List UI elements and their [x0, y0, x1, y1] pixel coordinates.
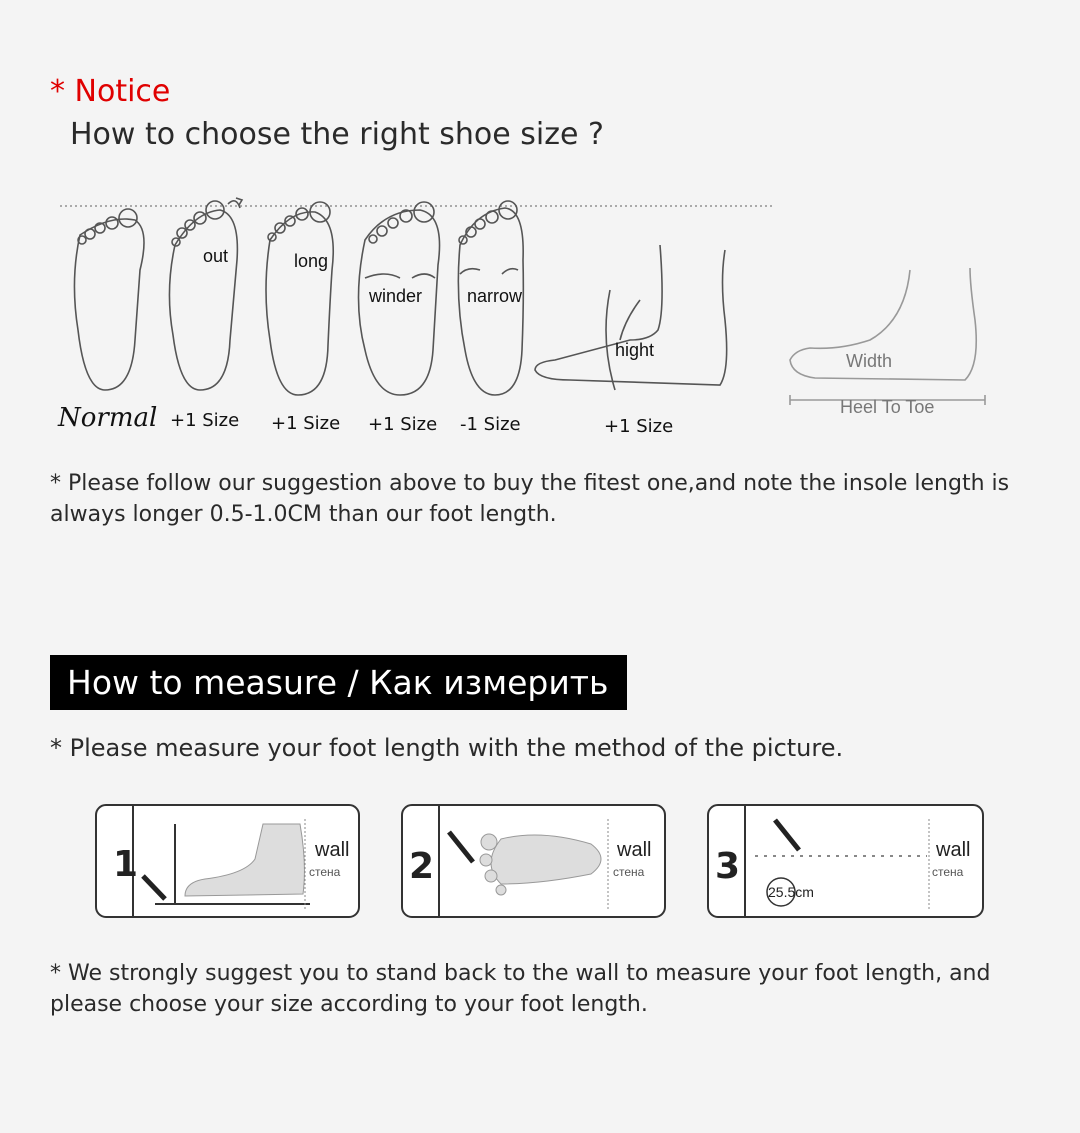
- size-label: -1 Size: [460, 414, 521, 435]
- normal-caption: Normal: [58, 403, 158, 433]
- wall-label: wall: [617, 839, 652, 861]
- wall-ru-label: стена: [613, 865, 645, 879]
- out-foot-icon: [169, 198, 242, 390]
- heel-to-toe-label: Heel To Toe: [840, 397, 935, 417]
- side-foot-icon: [790, 268, 985, 405]
- wall-label: wall: [936, 839, 971, 861]
- wall-ru-label: стена: [932, 865, 964, 879]
- foot-label: long: [294, 251, 329, 271]
- size-label: +1 Size: [170, 410, 240, 431]
- wall-label: wall: [315, 839, 350, 861]
- size-label: +1 Size: [271, 413, 341, 434]
- foot-types-diagram: [40, 190, 1000, 445]
- foot-label: winder: [369, 286, 423, 306]
- foot-label: out: [203, 246, 229, 266]
- high-instep-foot-icon: [535, 245, 727, 390]
- how-to-measure-banner: How to measure / Как измерить: [50, 655, 627, 710]
- foot-label: narrow: [467, 286, 523, 306]
- foot-label: hight: [615, 340, 655, 360]
- normal-foot-icon: [74, 209, 144, 390]
- size-suggestion-note: * Please follow our suggestion above to buy the fitest one,and note the insole length is always longer 0.5-1.0CM than our foot length.: [50, 471, 1010, 527]
- stand-back-note: * We strongly suggest you to stand back to the wall to measure your foot length, and please choose your size according to your foot length.: [50, 961, 991, 1017]
- long-foot-icon: [266, 202, 333, 395]
- notice-heading: * Notice: [50, 74, 171, 109]
- step-2-panel: [401, 804, 666, 918]
- step-number: 1: [113, 844, 139, 885]
- step-number: 3: [715, 846, 741, 887]
- size-label: +1 Size: [368, 414, 438, 435]
- width-label: Width: [846, 351, 893, 371]
- size-label: +1 Size: [604, 416, 674, 437]
- step-number: 2: [409, 846, 435, 887]
- shoe-size-subtitle: How to choose the right shoe size ?: [70, 117, 604, 152]
- measurement-label: 25.5cm: [768, 884, 814, 900]
- step-3-panel: [707, 804, 984, 918]
- step-1-panel: [95, 804, 360, 918]
- wall-ru-label: стена: [309, 865, 341, 879]
- measure-instruction: * Please measure your foot length with the method of the picture.: [50, 734, 844, 762]
